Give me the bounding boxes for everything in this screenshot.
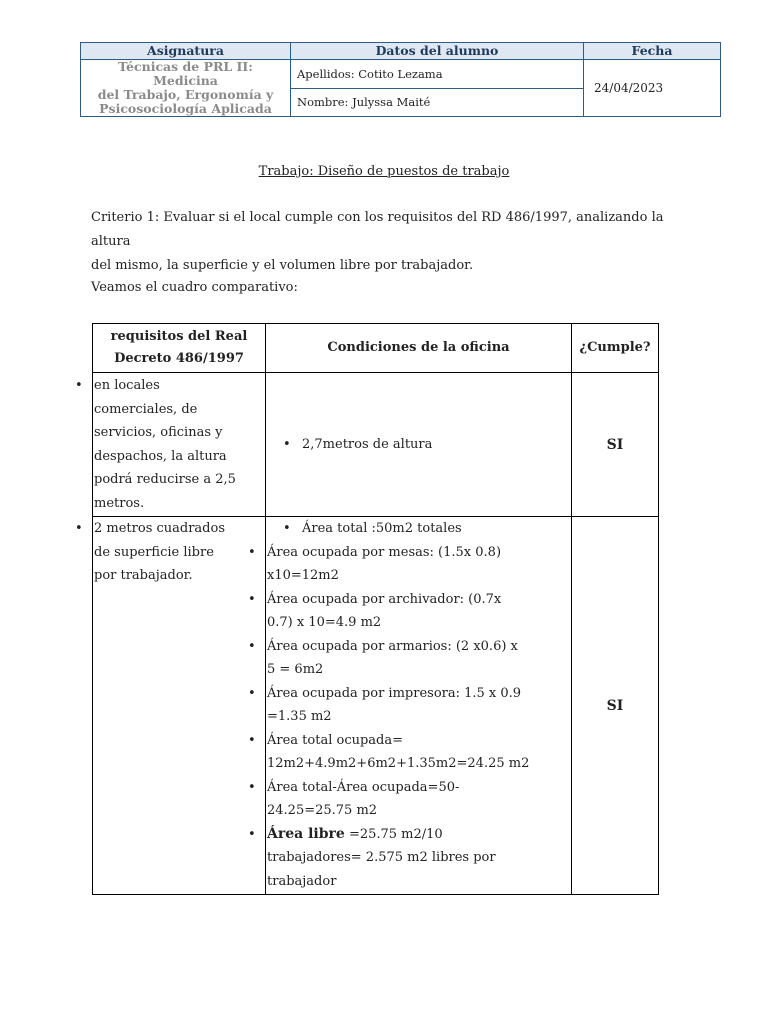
subject-line: Técnicas de PRL II: Medicina	[118, 59, 253, 88]
requirement-cell	[93, 373, 266, 517]
column-header-conditions: Condiciones de la oficina	[266, 324, 572, 373]
header-student-label: Datos del alumno	[291, 43, 584, 60]
list-item	[267, 682, 566, 729]
free-area-value: =25.75 m2/10	[344, 826, 443, 842]
text-line: metros.	[94, 495, 145, 511]
text-line: despachos, la altura	[94, 448, 227, 464]
text-line: • en locales	[94, 378, 160, 393]
text-line: 0.7) x 10=4.9 m2	[267, 615, 382, 630]
header-date-label: Fecha	[584, 43, 721, 60]
list-item	[94, 517, 264, 588]
column-header-requirements	[93, 324, 266, 373]
text-line: 5 = 6m2	[267, 662, 324, 677]
list-item	[267, 776, 566, 823]
list-item	[267, 541, 566, 588]
comparison-table	[92, 323, 659, 895]
complies-value: SI	[572, 517, 659, 895]
text-line	[267, 823, 566, 847]
criterion-label: Criterio 1:	[91, 210, 160, 225]
header-line: Decreto 486/1997	[114, 351, 244, 366]
header-line: requisitos del Real	[110, 329, 248, 344]
student-surname: Apellidos: Cotito Lezama	[291, 60, 584, 89]
list-item	[267, 588, 566, 635]
text-line: trabajadores= 2.575 m2 libres por	[267, 850, 496, 865]
document-title: Trabajo: Diseño de puestos de trabajo	[258, 164, 510, 179]
subject-line: del Trabajo, Ergonomía y	[97, 87, 274, 102]
text-line: podrá reducirse a 2,5	[94, 472, 236, 487]
header-subject-label: Asignatura	[81, 43, 291, 60]
header-table	[80, 42, 721, 117]
complies-value: SI	[572, 373, 659, 517]
text-line: • Área ocupada por armarios: (2 x0.6) x	[267, 638, 518, 654]
subject-value	[81, 60, 291, 117]
subject-line: Psicosociología Aplicada	[99, 101, 272, 116]
text-line: • Área ocupada por archivador: (0.7x	[267, 591, 502, 607]
free-area-label: Área libre	[267, 825, 345, 842]
text-line: =1.35 m2	[267, 709, 332, 724]
student-name: Nombre: Julyssa Maité	[291, 88, 584, 117]
text-line: trabajador	[267, 873, 337, 889]
table-row	[93, 373, 659, 517]
text-line: servicios, oficinas y	[94, 425, 223, 440]
text-line: • Área ocupada por mesas: (1.5x 0.8)	[267, 544, 502, 560]
list-item	[94, 374, 264, 515]
text-line: comerciales, de	[94, 401, 198, 417]
text-line: • Área total ocupada=	[267, 732, 404, 748]
list-item	[267, 823, 566, 894]
list-item	[267, 729, 566, 776]
text-line: x10=12m2	[267, 568, 339, 583]
criterion-line: Evaluar si el local cumple con los requisitos del RD 486/1997, analizando la altura	[91, 210, 664, 249]
text-line: de superficie libre	[94, 544, 214, 560]
text-line: • Área ocupada por impresora: 1.5 x 0.9	[267, 685, 522, 701]
condition-cell	[266, 373, 572, 517]
text-line: por trabajador.	[94, 568, 193, 583]
text-line: • 2 metros cuadrados	[94, 521, 226, 536]
intro-paragraph: Veamos el cuadro comparativo:	[91, 280, 298, 295]
column-header-complies: ¿Cumple?	[572, 324, 659, 373]
table-row	[93, 517, 659, 895]
criterion-paragraph	[91, 206, 671, 278]
requirement-cell	[93, 517, 266, 895]
text-line: • Área total-Área ocupada=50-	[267, 779, 460, 795]
text-line: 12m2+4.9m2+6m2+1.35m2=24.25 m2	[267, 756, 530, 771]
condition-cell	[266, 517, 572, 895]
text-line: 24.25=25.75 m2	[267, 803, 378, 818]
list-item: • 2,7metros de altura	[302, 433, 570, 457]
criterion-line: del mismo, la superficie y el volumen libre por trabajador.	[91, 258, 474, 273]
list-item: • Área total :50m2 totales	[302, 517, 570, 541]
list-item	[267, 635, 566, 682]
date-value: 24/04/2023	[584, 60, 721, 117]
